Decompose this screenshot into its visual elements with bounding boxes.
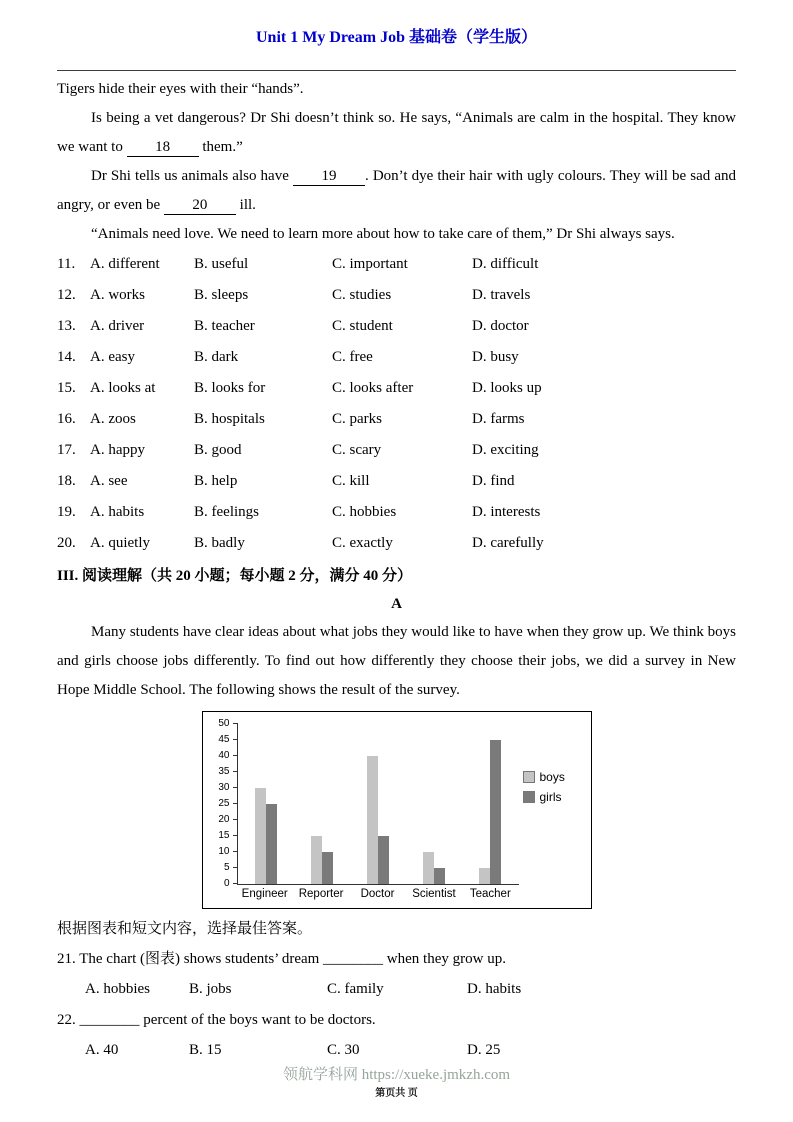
page-content	[0, 71, 793, 1066]
bar-girls-doctor	[378, 836, 389, 884]
y-tick-label: 25	[218, 798, 230, 809]
option-C: C. important	[332, 256, 408, 272]
page-title: Unit 1 My Dream Job 基础卷（学生版）	[255, 29, 538, 46]
page-number-text: 第页共 页	[375, 1088, 418, 1099]
choice-options-row	[57, 974, 736, 1005]
choice-question-row	[57, 466, 736, 497]
option-B: B. badly	[194, 535, 245, 551]
option-B: B. good	[194, 442, 242, 458]
bar-girls-scientist	[434, 868, 445, 884]
legend-label-girls: girls	[539, 790, 562, 804]
option-D: D. carefully	[472, 535, 544, 551]
y-tick-label: 35	[218, 766, 230, 777]
legend-swatch-boys	[523, 771, 535, 783]
option-D: D. looks up	[472, 380, 542, 396]
option-C: C. scary	[332, 442, 382, 458]
page-footer	[0, 1066, 793, 1100]
choice-question-row	[57, 373, 736, 404]
y-tick-mark	[233, 723, 238, 724]
x-category-label: Reporter	[298, 888, 344, 900]
chart-plot-area	[237, 724, 519, 885]
option-C: C. family	[327, 981, 384, 997]
question-stem: 22. ________ percent of the boys want to be doctors.	[57, 1012, 376, 1028]
bar-girls-reporter	[322, 852, 333, 884]
question-number: 20.	[57, 535, 76, 551]
option-D: D. farms	[472, 411, 525, 427]
chart-legend	[519, 724, 585, 900]
bar-girls-teacher	[490, 740, 501, 884]
y-tick-label: 15	[218, 830, 230, 841]
option-D: D. 25	[467, 1042, 501, 1058]
legend-item-boys	[523, 770, 585, 784]
passage-paragraph: “Animals need love. We need to learn more about how to take care of them,” Dr Shi always says.	[91, 226, 675, 242]
option-C: C. parks	[332, 411, 382, 427]
y-tick-label: 5	[223, 862, 230, 873]
option-D: D. busy	[472, 349, 519, 365]
option-B: B. hospitals	[194, 411, 265, 427]
option-B: B. useful	[194, 256, 249, 272]
y-tick-mark	[233, 787, 238, 788]
option-A: A. 40	[85, 1042, 119, 1058]
legend-label-boys: boys	[539, 770, 565, 784]
cloze-passage	[57, 75, 736, 249]
y-tick-mark	[233, 883, 238, 884]
legend-item-girls	[523, 790, 585, 804]
y-tick-mark	[233, 867, 238, 868]
choice-question-row	[57, 249, 736, 280]
question-number: 12.	[57, 287, 76, 303]
reading-passage: Many students have clear ideas about what jobs they would like to have when they grow up. We think boys and girls choose jobs differently. To find out how differently they choose their jobs, we did a survey in New Hope Middle School. The following shows the result of the survey.	[57, 624, 736, 698]
option-B: B. sleeps	[194, 287, 249, 303]
option-D: D. interests	[472, 504, 541, 520]
option-A: A. see	[90, 473, 128, 489]
watermark-text: 领航学科网 https://xueke.jmkzh.com	[282, 1067, 511, 1083]
option-D: D. travels	[472, 287, 531, 303]
option-B: B. looks for	[194, 380, 266, 396]
passage-paragraph: Dr Shi tells us animals also have 19 . Don’t dye their hair with ugly colours. They will be sad and angry, or even be 20 ill.	[57, 168, 736, 213]
question-number: 17.	[57, 442, 76, 458]
y-tick-label: 20	[218, 814, 230, 825]
y-tick-label: 0	[223, 878, 230, 889]
question-number: 13.	[57, 318, 76, 334]
option-C: C. 30	[327, 1042, 360, 1058]
option-A: A. looks at	[90, 380, 156, 396]
option-B: B. help	[194, 473, 238, 489]
question-number: 14.	[57, 349, 76, 365]
chart-y-axis	[211, 718, 237, 889]
question-number: 16.	[57, 411, 76, 427]
y-tick-label: 30	[218, 782, 230, 793]
chart-main-area	[211, 718, 519, 900]
y-tick-mark	[233, 835, 238, 836]
choice-question-row	[57, 497, 736, 528]
section-heading: III. 阅读理解（共 20 小题；每小题 2 分，满分 40 分）	[57, 568, 413, 584]
option-A: A. easy	[90, 349, 135, 365]
passage-paragraph: Is being a vet dangerous? Dr Shi doesn’t think so. He says, “Animals are calm in the hospital. They know we want to 18 them.”	[57, 110, 736, 155]
bar-boys-doctor	[367, 756, 378, 884]
option-C: C. hobbies	[332, 504, 397, 520]
option-B: B. jobs	[189, 981, 232, 997]
y-tick-mark	[233, 739, 238, 740]
option-C: C. studies	[332, 287, 392, 303]
question-number: 15.	[57, 380, 76, 396]
option-C: C. student	[332, 318, 393, 334]
option-B: B. 15	[189, 1042, 222, 1058]
question-number: 19.	[57, 504, 76, 520]
cloze-blank: 18	[127, 139, 199, 157]
y-tick-label: 10	[218, 846, 230, 857]
option-A: A. happy	[90, 442, 145, 458]
choice-question-row	[57, 311, 736, 342]
option-A: A. driver	[90, 318, 145, 334]
question-number: 18.	[57, 473, 76, 489]
option-A: A. different	[90, 256, 160, 272]
y-tick-mark	[233, 771, 238, 772]
x-category-label: Teacher	[469, 888, 511, 900]
question-number: 11.	[57, 256, 76, 272]
option-B: B. teacher	[194, 318, 255, 334]
bar-boys-reporter	[311, 836, 322, 884]
x-category-label: Scientist	[412, 888, 456, 900]
option-C: C. exactly	[332, 535, 393, 551]
bar-boys-teacher	[479, 868, 490, 884]
reading-instruction: 根据图表和短文内容，选择最佳答案。	[57, 921, 313, 937]
option-D: D. exciting	[472, 442, 539, 458]
cloze-blank: 19	[293, 168, 365, 186]
y-tick-mark	[233, 819, 238, 820]
x-category-label: Doctor	[360, 888, 395, 900]
y-tick-mark	[233, 803, 238, 804]
option-C: C. looks after	[332, 380, 414, 396]
option-D: D. find	[472, 473, 515, 489]
option-D: D. doctor	[472, 318, 529, 334]
option-A: A. works	[90, 287, 145, 303]
choice-question-row	[57, 435, 736, 466]
y-tick-mark	[233, 851, 238, 852]
bar-girls-engineer	[266, 804, 277, 884]
option-B: B. feelings	[194, 504, 259, 520]
option-B: B. dark	[194, 349, 239, 365]
option-D: D. difficult	[472, 256, 539, 272]
choice-options-row	[57, 1035, 736, 1066]
choice-question-row	[57, 342, 736, 373]
x-category-label: Engineer	[241, 888, 288, 900]
legend-swatch-girls	[523, 791, 535, 803]
survey-bar-chart	[202, 711, 592, 909]
y-tick-label: 40	[218, 750, 230, 761]
choice-question-row	[57, 404, 736, 435]
bar-boys-engineer	[255, 788, 266, 884]
option-C: C. free	[332, 349, 373, 365]
option-A: A. habits	[90, 504, 145, 520]
passage-paragraph: Tigers hide their eyes with their “hands”.	[57, 81, 304, 97]
option-A: A. quietly	[90, 535, 150, 551]
choice-question-row	[57, 528, 736, 559]
option-A: A. zoos	[90, 411, 136, 427]
reading-questions	[57, 944, 736, 1066]
y-tick-label: 45	[218, 734, 230, 745]
passage-label: A	[391, 596, 402, 612]
cloze-blank: 20	[164, 197, 236, 215]
bar-boys-scientist	[423, 852, 434, 884]
choice-question-row	[57, 280, 736, 311]
cloze-questions	[57, 249, 736, 559]
y-tick-label: 50	[218, 718, 230, 729]
chart-x-labels	[237, 885, 519, 900]
option-D: D. habits	[467, 981, 522, 997]
option-A: A. hobbies	[85, 981, 150, 997]
y-tick-mark	[233, 755, 238, 756]
option-C: C. kill	[332, 473, 370, 489]
question-stem: 21. The chart (图表) shows students’ dream ________ when they grow up.	[57, 951, 506, 967]
